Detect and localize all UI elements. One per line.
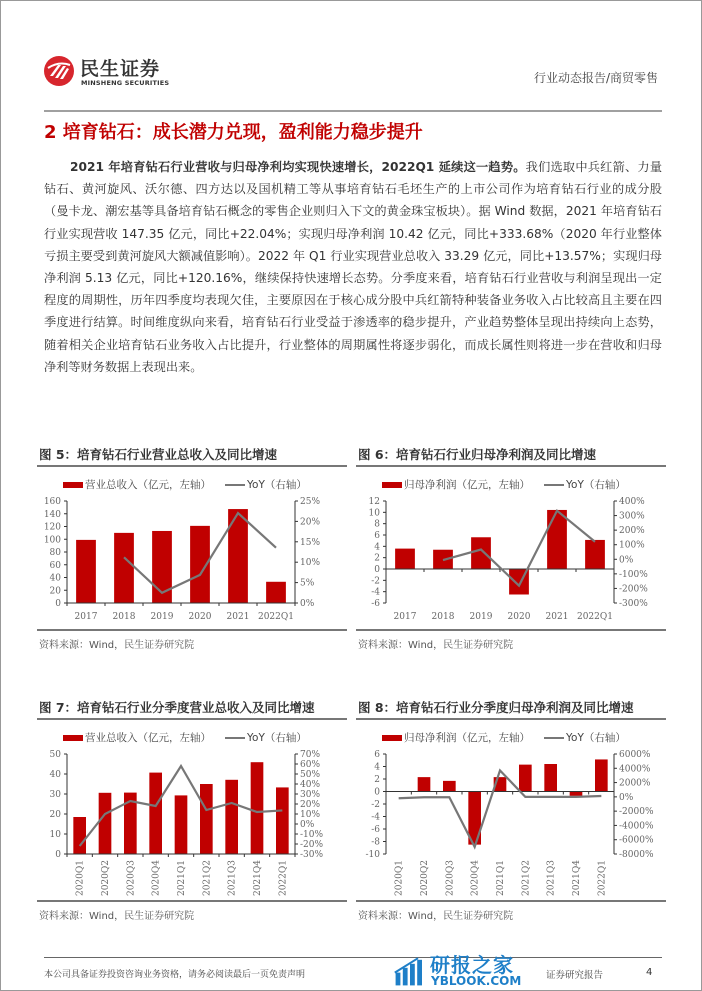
left-axis-tick-label: 40	[49, 573, 61, 584]
left-axis-tick-label: 30	[49, 790, 61, 800]
footer-disclaimer: 本公司具备证券投资咨询业务资格，请务必阅读最后一页免责声明	[44, 970, 306, 980]
figure-8	[356, 698, 666, 922]
right-axis-tick-label: 0%	[300, 820, 315, 830]
bar-2020Q2	[99, 793, 112, 854]
figure-source-rule	[356, 900, 666, 902]
left-axis-tick-label: -2	[371, 800, 380, 810]
figure-title-rule	[356, 718, 666, 720]
left-axis-tick-label: 50	[49, 750, 61, 760]
right-axis-tick-label: -6000%	[619, 835, 654, 846]
report-category: 行业动态报告/商贸零售	[533, 71, 658, 85]
body-paragraph	[44, 156, 662, 378]
chart-plot	[356, 748, 666, 898]
left-axis-tick-label: 2	[374, 553, 380, 564]
bar-2020Q4	[149, 773, 162, 854]
category-label: 2020Q4	[151, 860, 162, 897]
right-axis-tick-label: 40%	[300, 780, 321, 790]
category-label: 2021Q4	[572, 860, 582, 897]
category-label: 2021Q3	[546, 860, 557, 897]
left-axis-tick-label: 80	[49, 548, 61, 558]
category-label: 2022Q1	[278, 860, 289, 897]
right-axis-tick-label: -200%	[619, 584, 648, 595]
left-axis-tick-label: 0	[55, 599, 61, 609]
bar-2019	[471, 537, 491, 569]
right-axis-tick-label: 15%	[300, 537, 321, 548]
right-axis-tick-label: 20%	[300, 800, 321, 810]
figure-source-rule	[37, 629, 347, 631]
category-label: 2021	[226, 612, 250, 622]
paragraph-text: 我们选取中兵红箭、力量钻石、黄河旋风、沃尔德、四方达以及国机精工等从事培育钻石毛坯生产的上市公司作为培育钻石行业的成分股（曼卡龙、潮宏基等具备培育钻石概念的零售企业则归入下文的黄金珠宝板块）。据 Wind 数据，2021 年培育钻石行业实现营收 147.35 亿元，同比+22.04%；实现归母净利润 10.42 亿元，同比+333.68%（2020 年行业整体亏损主要受到黄河旋风大额减值影响）。2022 年 Q1 行业实现营业总收入 33.29 亿元，同比+13.57%；实现归母净利润 5.13 亿元，同比+120.16%，继续保持快速增长态势。分季度来看，培育钻石行业营收与利润呈现出一定程度的周期性，历年四季度均表现欠佳，主要原因在于核心成分股中兵红箭特种装备业务收入占比较高且主要在四季度进行结算。时间维度纵向来看，培育钻石行业受益于渗透率的稳步提升，产业趋势整体呈现出持续向上态势，随着相关企业培育钻石业务收入占比提升，行业整体的周期属性将逐步弱化，而成长属性则将进一步在营收和归母净利等财务数据上表现出来。	[44, 160, 663, 374]
right-axis-tick-label: -8000%	[619, 850, 654, 860]
bar-2022Q1	[595, 759, 608, 791]
right-axis-tick-label: 400%	[619, 497, 645, 507]
category-label: 2018	[431, 612, 455, 622]
legend-bar-label: 营业总收入（亿元，左轴）	[85, 479, 211, 491]
left-axis-tick-label: 20	[49, 586, 61, 597]
left-axis-tick-label: 40	[49, 770, 61, 780]
section-heading: 2 培育钻石：成长潜力兑现，盈利能力稳步提升	[44, 122, 423, 143]
right-axis-tick-label: 200%	[619, 526, 645, 537]
left-axis-tick-label: 120	[43, 522, 61, 533]
header-divider	[44, 110, 662, 112]
legend-bar-swatch	[63, 482, 83, 488]
logo-english-name: MINSHENG SECURITIES	[81, 79, 170, 87]
right-axis-tick-label: -4000%	[619, 821, 654, 832]
category-label: 2020Q1	[394, 860, 405, 897]
category-label: 2019	[469, 612, 493, 622]
figure-title: 图 7：培育钻石行业分季度营业总收入及同比增速	[39, 700, 315, 715]
right-axis-tick-label: 5%	[300, 578, 315, 589]
legend-line-label: YoY（右轴）	[247, 479, 307, 491]
bar-2017	[395, 549, 415, 569]
category-label: 2021Q4	[253, 860, 263, 897]
right-axis-tick-label: -20%	[300, 840, 324, 850]
left-axis-tick-label: -2	[371, 576, 380, 587]
right-axis-tick-label: 30%	[300, 790, 321, 800]
legend-line-swatch	[225, 484, 245, 486]
left-axis-tick-label: 8	[374, 519, 380, 530]
bar-2021Q4	[251, 762, 264, 854]
right-axis-tick-label: 20%	[300, 517, 321, 528]
right-axis-tick-label: 50%	[300, 770, 321, 780]
figure-source: 资料来源：Wind，民生证券研究院	[358, 911, 514, 922]
left-axis-tick-label: -8	[371, 837, 380, 848]
figure-source: 资料来源：Wind，民生证券研究院	[39, 911, 195, 922]
bar-2021Q4	[570, 792, 583, 796]
left-axis-tick-label: -6	[371, 599, 380, 609]
left-axis-tick-label: 60	[49, 560, 61, 571]
bar-2020Q3	[443, 781, 456, 792]
category-label: 2017	[393, 612, 417, 622]
legend-bar-swatch	[63, 735, 83, 741]
bar-2021Q2	[200, 784, 213, 854]
watermark-bars-icon	[394, 954, 426, 988]
left-axis-tick-label: -4	[371, 812, 380, 823]
right-axis-tick-label: 60%	[300, 760, 321, 770]
footer-divider	[44, 957, 662, 958]
left-axis-tick-label: 4	[374, 542, 380, 553]
right-axis-tick-label: 70%	[300, 750, 321, 760]
right-axis-tick-label: -30%	[300, 850, 324, 860]
category-label: 2021Q2	[202, 860, 213, 897]
chart-legend	[37, 473, 347, 495]
legend-bar-label: 营业总收入（亿元，左轴）	[85, 732, 211, 744]
category-label: 2021Q1	[177, 860, 187, 897]
left-axis-tick-label: 12	[368, 497, 380, 507]
right-axis-tick-label: -2000%	[619, 807, 654, 818]
legend-line-swatch	[544, 737, 564, 739]
watermark-en: YBLOOK.COM	[431, 974, 522, 988]
right-axis-tick-label: 4000%	[619, 764, 651, 775]
legend-bar-swatch	[382, 482, 402, 488]
left-axis-tick-label: 0	[374, 787, 380, 798]
right-axis-tick-label: 100%	[619, 540, 645, 551]
figure-7	[37, 698, 347, 922]
legend-line-swatch	[225, 737, 245, 739]
left-axis-tick-label: 6	[374, 750, 380, 760]
right-axis-tick-label: 10%	[300, 558, 321, 569]
left-axis-tick-label: 160	[43, 497, 61, 507]
category-label: 2020Q4	[470, 860, 481, 897]
left-axis-tick-label: -6	[371, 825, 380, 835]
legend-line-label: YoY（右轴）	[566, 732, 626, 744]
left-axis-tick-label: 6	[374, 531, 380, 541]
figure-source-rule	[356, 629, 666, 631]
bar-2022Q1	[585, 540, 605, 569]
bar-2022Q1	[266, 582, 286, 603]
figure-title: 图 6：培育钻石行业归母净利润及同比增速	[358, 447, 597, 462]
legend-line-label: YoY（右轴）	[247, 732, 307, 744]
left-axis-tick-label: -4	[371, 587, 380, 598]
category-label: 2020	[188, 612, 212, 622]
right-axis-tick-label: 0%	[300, 599, 315, 609]
logo-chinese-name: 民生证券	[80, 58, 161, 80]
right-axis-tick-label: 0%	[619, 792, 634, 803]
left-axis-tick-label: -10	[365, 850, 380, 860]
right-axis-tick-label: 2000%	[619, 778, 651, 789]
right-axis-tick-label: 25%	[300, 497, 321, 507]
bar-2017	[76, 540, 96, 603]
legend-line-label: YoY（右轴）	[566, 479, 626, 491]
bar-2020Q1	[73, 817, 86, 854]
figure-title: 图 8：培育钻石行业分季度归母净利润及同比增速	[358, 700, 634, 715]
footer-doc-type: 证券研究报告	[546, 970, 604, 981]
figure-source: 资料来源：Wind，民生证券研究院	[358, 640, 514, 651]
legend-line-swatch	[544, 484, 564, 486]
left-axis-tick-label: 140	[43, 509, 61, 520]
category-label: 2020Q2	[420, 860, 430, 897]
category-label: 2021	[545, 612, 569, 622]
category-label: 2020	[507, 612, 531, 622]
category-label: 2020Q2	[101, 860, 111, 897]
right-axis-tick-label: -10%	[300, 830, 324, 840]
right-axis-tick-label: 0%	[619, 555, 634, 566]
legend-bar-label: 归母净利润（亿元，左轴）	[404, 479, 530, 491]
company-logo	[44, 56, 174, 92]
right-axis-tick-label: 300%	[619, 511, 645, 522]
right-axis-tick-label: -300%	[619, 599, 648, 609]
figure-6	[356, 445, 666, 651]
category-label: 2022Q1	[576, 612, 614, 622]
chart-legend	[356, 473, 666, 495]
category-label: 2017	[74, 612, 98, 622]
watermark	[394, 948, 539, 991]
category-label: 2020Q3	[445, 860, 456, 897]
figure-title: 图 5：培育钻石行业营业总收入及同比增速	[39, 447, 278, 462]
category-label: 2018	[112, 612, 136, 622]
category-label: 2021Q3	[227, 860, 238, 897]
legend-bar-label: 归母净利润（亿元，左轴）	[404, 732, 530, 744]
bar-2022Q1	[276, 787, 289, 854]
figure-title-rule	[356, 465, 666, 467]
bar-2021Q3	[225, 780, 238, 854]
left-axis-tick-label: 20	[49, 810, 61, 820]
figure-5	[37, 445, 347, 651]
paragraph-lead: 2021 年培育钻石行业营收与归母净利均实现快速增长，2022Q1 延续这一趋势。	[70, 160, 526, 174]
left-axis-tick-label: 0	[55, 850, 61, 860]
bar-2018	[114, 533, 134, 603]
category-label: 2019	[150, 612, 174, 622]
legend-bar-swatch	[382, 735, 402, 741]
chart-plot	[356, 495, 666, 623]
right-axis-tick-label: 10%	[300, 810, 321, 820]
bar-2021Q1	[175, 795, 188, 854]
figure-title-rule	[37, 718, 347, 720]
logo-emblem-icon	[44, 56, 74, 86]
left-axis-tick-label: 2	[374, 775, 380, 785]
bar-2021Q3	[544, 764, 557, 792]
category-label: 2021Q1	[496, 860, 506, 897]
bar-2021	[547, 510, 567, 569]
figure-source: 资料来源：Wind，民生证券研究院	[39, 640, 195, 651]
left-axis-tick-label: 0	[374, 565, 380, 575]
category-label: 2020Q3	[126, 860, 137, 897]
figure-title-rule	[37, 465, 347, 467]
chart-legend	[37, 726, 347, 748]
left-axis-tick-label: 100	[43, 535, 61, 546]
bar-2021Q2	[519, 765, 532, 792]
left-axis-tick-label: 10	[368, 508, 380, 519]
chart-plot	[37, 495, 347, 623]
page-number: 4	[646, 967, 653, 978]
chart-legend	[356, 726, 666, 748]
figure-source-rule	[37, 900, 347, 902]
category-label: 2021Q2	[521, 860, 532, 897]
page-header	[44, 53, 662, 111]
category-label: 2020Q1	[75, 860, 86, 897]
right-axis-tick-label: -100%	[619, 569, 648, 580]
category-label: 2022Q1	[257, 612, 295, 622]
watermark-cn: 研报之家	[430, 953, 514, 977]
left-axis-tick-label: 10	[49, 830, 61, 840]
left-axis-tick-label: 4	[374, 762, 380, 773]
right-axis-tick-label: 6000%	[619, 750, 651, 760]
chart-plot	[37, 748, 347, 898]
bar-2020Q2	[418, 777, 431, 791]
category-label: 2022Q1	[597, 860, 608, 897]
